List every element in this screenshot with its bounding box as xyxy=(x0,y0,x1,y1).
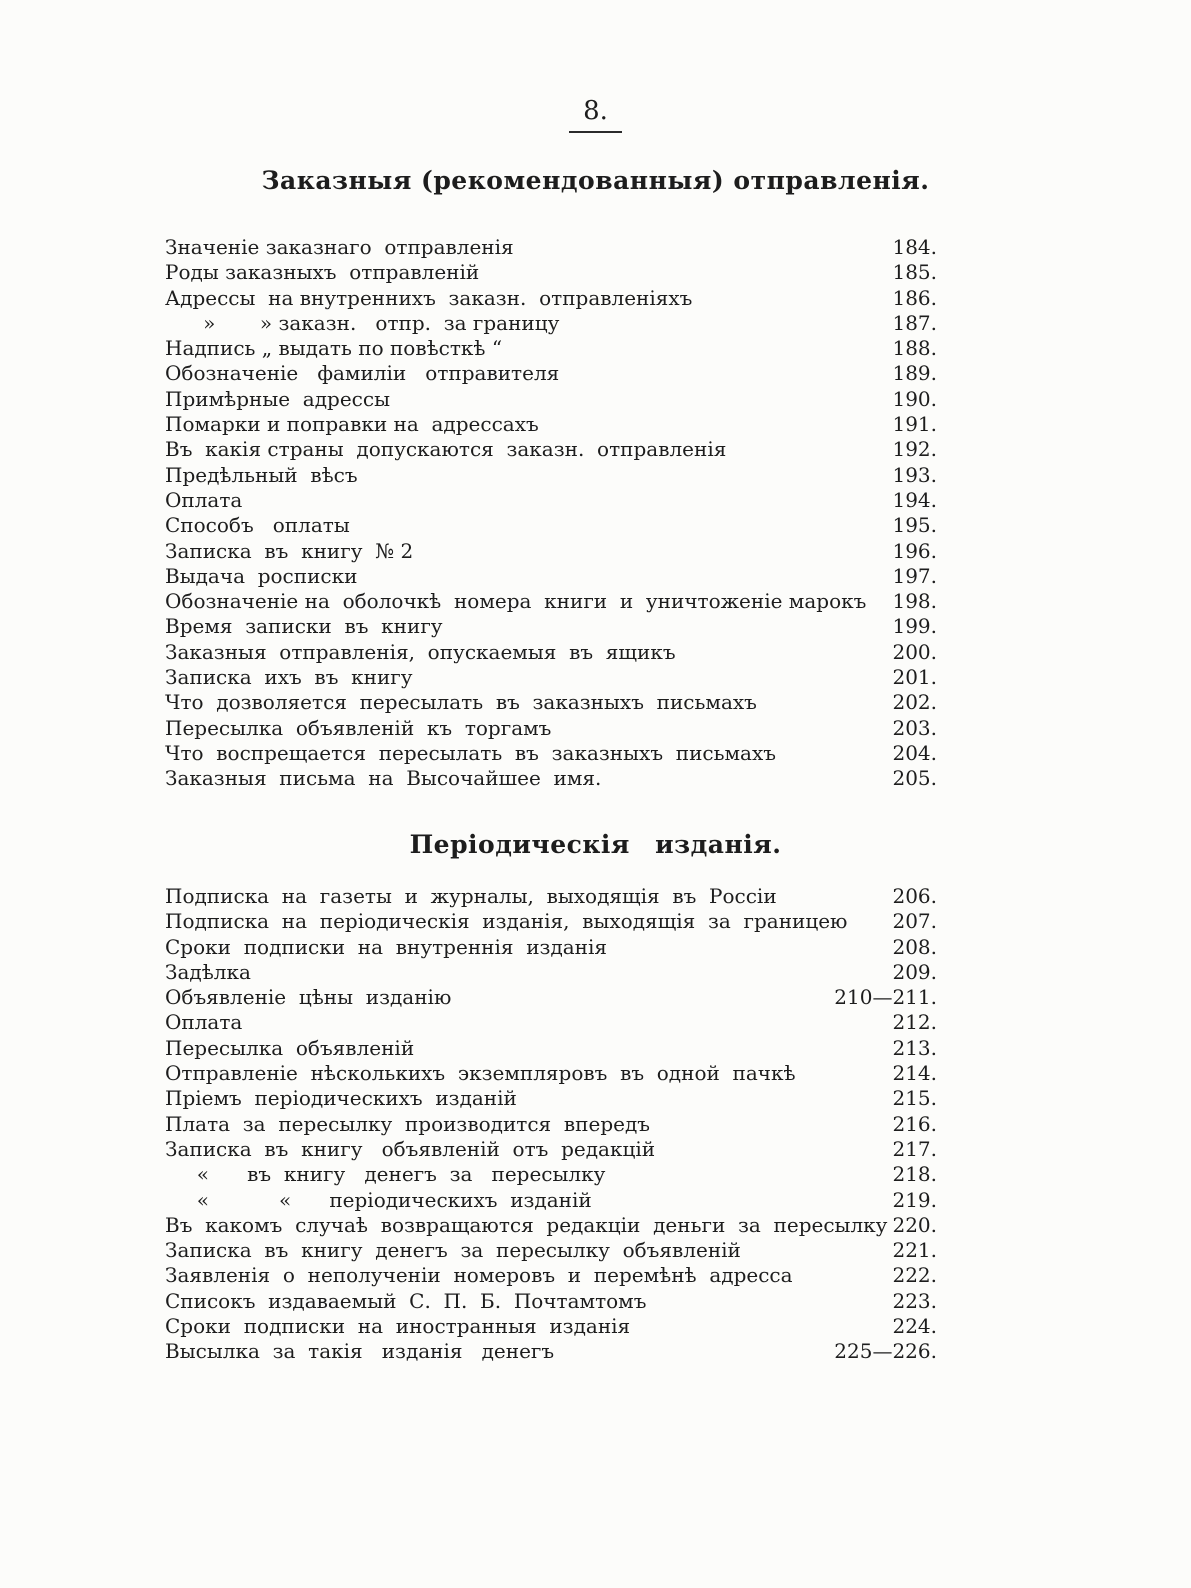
toc-entry xyxy=(165,1036,937,1061)
entry-title: Предѣльный вѣсъ xyxy=(165,462,358,487)
toc-entry xyxy=(165,1010,937,1035)
toc-section-registered-mail xyxy=(165,235,937,792)
entry-title: Записка въ книгу № 2 xyxy=(165,538,414,563)
entry-title: Плата за пересылку производится впередъ xyxy=(165,1111,650,1136)
entry-title: Время записки въ книгу xyxy=(165,614,443,639)
entry-title: Обозначеніе фамиліи отправителя xyxy=(165,361,560,386)
toc-entry xyxy=(165,690,937,715)
toc-entry xyxy=(165,336,937,361)
toc-entry xyxy=(165,1061,937,1086)
toc-entry xyxy=(165,1086,937,1111)
section-title-registered-mail: Заказныя (рекомендованныя) отправленія. xyxy=(261,166,930,195)
toc-entry xyxy=(165,1263,937,1288)
toc-entry xyxy=(165,985,937,1010)
toc-entry xyxy=(165,884,937,909)
entry-page-number: 206. xyxy=(892,884,937,908)
entry-title: Адрессы на внутреннихъ заказн. отправленіяхъ xyxy=(165,285,693,310)
entry-title: Что воспрещается пересылать въ заказныхъ письмахъ xyxy=(165,740,776,765)
entry-page-number: 189. xyxy=(892,361,937,386)
entry-title: Сроки подписки на иностранныя изданія xyxy=(165,1314,631,1339)
entry-title: Значеніе заказнаго отправленія xyxy=(165,235,514,259)
page-header xyxy=(0,96,1191,133)
entry-title: Надпись „ выдать по повѣсткѣ “ xyxy=(165,336,503,361)
entry-title: Обозначеніе на оболочкѣ номера книги и уничтоженіе марокъ xyxy=(165,589,867,614)
entry-title: Высылка за такія изданія денегъ xyxy=(165,1339,555,1364)
toc-entry xyxy=(165,361,937,386)
toc-entry xyxy=(165,1238,937,1263)
toc-entry xyxy=(165,437,937,462)
toc-entry xyxy=(165,463,937,488)
entry-title: Въ какомъ случаѣ возвращаются редакціи деньги за пересылку xyxy=(165,1212,888,1237)
entry-page-number: 192. xyxy=(892,437,937,462)
toc-entry xyxy=(165,640,937,665)
entry-page-number: 191. xyxy=(892,412,937,437)
entry-page-number: 213. xyxy=(892,1035,937,1060)
entry-title: Пересылка объявленій къ торгамъ xyxy=(165,715,552,740)
toc-entry xyxy=(165,539,937,564)
toc-entry xyxy=(165,286,937,311)
entry-page-number: 212. xyxy=(892,1010,937,1035)
page-number: 8. xyxy=(569,96,622,133)
entry-title: Въ какія страны допускаются заказн. отправленія xyxy=(165,437,727,462)
entry-page-number: 208. xyxy=(892,934,937,959)
entry-page-number: 190. xyxy=(892,386,937,411)
toc-entry xyxy=(165,1112,937,1137)
entry-page-number: 196. xyxy=(892,538,937,563)
section-title-periodicals: Періодическія изданія. xyxy=(409,830,782,859)
entry-title: « « періодическихъ изданій xyxy=(165,1187,592,1212)
entry-title: Списокъ издаваемый С. П. Б. Почтамтомъ xyxy=(165,1288,647,1313)
entry-page-number: 194. xyxy=(892,487,937,512)
toc-entry xyxy=(165,1188,937,1213)
entry-page-number: 188. xyxy=(892,336,937,361)
toc-entry xyxy=(165,260,937,285)
entry-title: » » заказн. отпр. за границу xyxy=(165,310,560,335)
entry-page-number: 223. xyxy=(892,1288,937,1313)
entry-title: Объявленіе цѣны изданію xyxy=(165,985,452,1010)
entry-page-number: 224. xyxy=(892,1314,937,1339)
entry-page-number: 204. xyxy=(892,740,937,765)
entry-page-number: 219. xyxy=(892,1187,937,1212)
toc-entry xyxy=(165,909,937,934)
entry-title: Выдача росписки xyxy=(165,563,358,588)
toc-entry xyxy=(165,412,937,437)
entry-title: Сроки подписки на внутреннія изданія xyxy=(165,934,608,959)
entry-title: Оплата xyxy=(165,487,243,512)
toc-entry xyxy=(165,1137,937,1162)
toc-entry xyxy=(165,564,937,589)
entry-page-number: 205. xyxy=(892,766,937,791)
toc-entry xyxy=(165,311,937,336)
entry-page-number: 199. xyxy=(892,614,937,639)
entry-title: Что дозволяется пересылать въ заказныхъ письмахъ xyxy=(165,690,757,715)
entry-title: Роды заказныхъ отправленій xyxy=(165,260,480,285)
entry-page-number: 195. xyxy=(892,513,937,538)
entry-page-number: 207. xyxy=(892,909,937,934)
entry-page-number: 200. xyxy=(892,639,937,664)
entry-page-number: 225—226. xyxy=(834,1339,937,1364)
entry-page-number: 220. xyxy=(892,1212,937,1237)
entry-title: Заказныя отправленія, опускаемыя въ ящикъ xyxy=(165,639,676,664)
entry-page-number: 214. xyxy=(892,1061,937,1086)
toc-entry xyxy=(165,960,937,985)
entry-page-number: 209. xyxy=(892,959,937,984)
entry-page-number: 215. xyxy=(892,1086,937,1111)
toc-entry xyxy=(165,741,937,766)
entry-title: Записка ихъ въ книгу xyxy=(165,665,413,690)
toc-entry xyxy=(165,614,937,639)
entry-title: Записка въ книгу денегъ за пересылку объявленій xyxy=(165,1238,741,1263)
entry-page-number: 218. xyxy=(892,1162,937,1187)
entry-page-number: 202. xyxy=(892,690,937,715)
entry-title: Задѣлка xyxy=(165,959,251,984)
entry-title: « въ книгу денегъ за пересылку xyxy=(165,1162,606,1187)
entry-page-number: 185. xyxy=(892,260,937,285)
toc-section-periodicals xyxy=(165,884,937,1365)
entry-title: Заказныя письма на Высочайшее имя. xyxy=(165,766,602,791)
entry-title: Помарки и поправки на адрессахъ xyxy=(165,412,539,437)
entry-title: Заявленія о неполученіи номеровъ и перемѣнѣ адресса xyxy=(165,1263,793,1288)
toc-entry xyxy=(165,1314,937,1339)
toc-entry xyxy=(165,1162,937,1187)
toc-entry xyxy=(165,665,937,690)
toc-entry xyxy=(165,766,937,791)
entry-page-number: 216. xyxy=(892,1111,937,1136)
toc-entry xyxy=(165,935,937,960)
entry-page-number: 186. xyxy=(892,285,937,310)
toc-entry xyxy=(165,488,937,513)
entry-title: Способъ оплаты xyxy=(165,513,350,538)
toc-entry xyxy=(165,1289,937,1314)
entry-title: Подписка на періодическія изданія, выходящія за границею xyxy=(165,909,848,934)
entry-page-number: 197. xyxy=(892,563,937,588)
entry-title: Пересылка объявленій xyxy=(165,1035,415,1060)
entry-page-number: 217. xyxy=(892,1136,937,1161)
toc-entry xyxy=(165,387,937,412)
entry-page-number: 201. xyxy=(892,665,937,690)
entry-page-number: 184. xyxy=(892,235,937,259)
entry-page-number: 198. xyxy=(892,589,937,614)
toc-entry xyxy=(165,716,937,741)
toc-entry xyxy=(165,589,937,614)
entry-page-number: 221. xyxy=(892,1238,937,1263)
entry-title: Оплата xyxy=(165,1010,243,1035)
entry-title: Пріемъ періодическихъ изданій xyxy=(165,1086,517,1111)
entry-page-number: 203. xyxy=(892,715,937,740)
entry-title: Примѣрные адрессы xyxy=(165,386,390,411)
toc-entry xyxy=(165,235,937,260)
entry-title: Записка въ книгу объявленій отъ редакцій xyxy=(165,1136,656,1161)
entry-page-number: 187. xyxy=(892,310,937,335)
entry-title: Подписка на газеты и журналы, выходящія въ Россіи xyxy=(165,884,777,908)
toc-entry xyxy=(165,1213,937,1238)
entry-page-number: 222. xyxy=(892,1263,937,1288)
toc-entry xyxy=(165,513,937,538)
entry-page-number: 193. xyxy=(892,462,937,487)
entry-title: Отправленіе нѣсколькихъ экземпляровъ въ одной пачкѣ xyxy=(165,1061,796,1086)
entry-page-number: 210—211. xyxy=(834,985,937,1010)
toc-entry xyxy=(165,1339,937,1364)
